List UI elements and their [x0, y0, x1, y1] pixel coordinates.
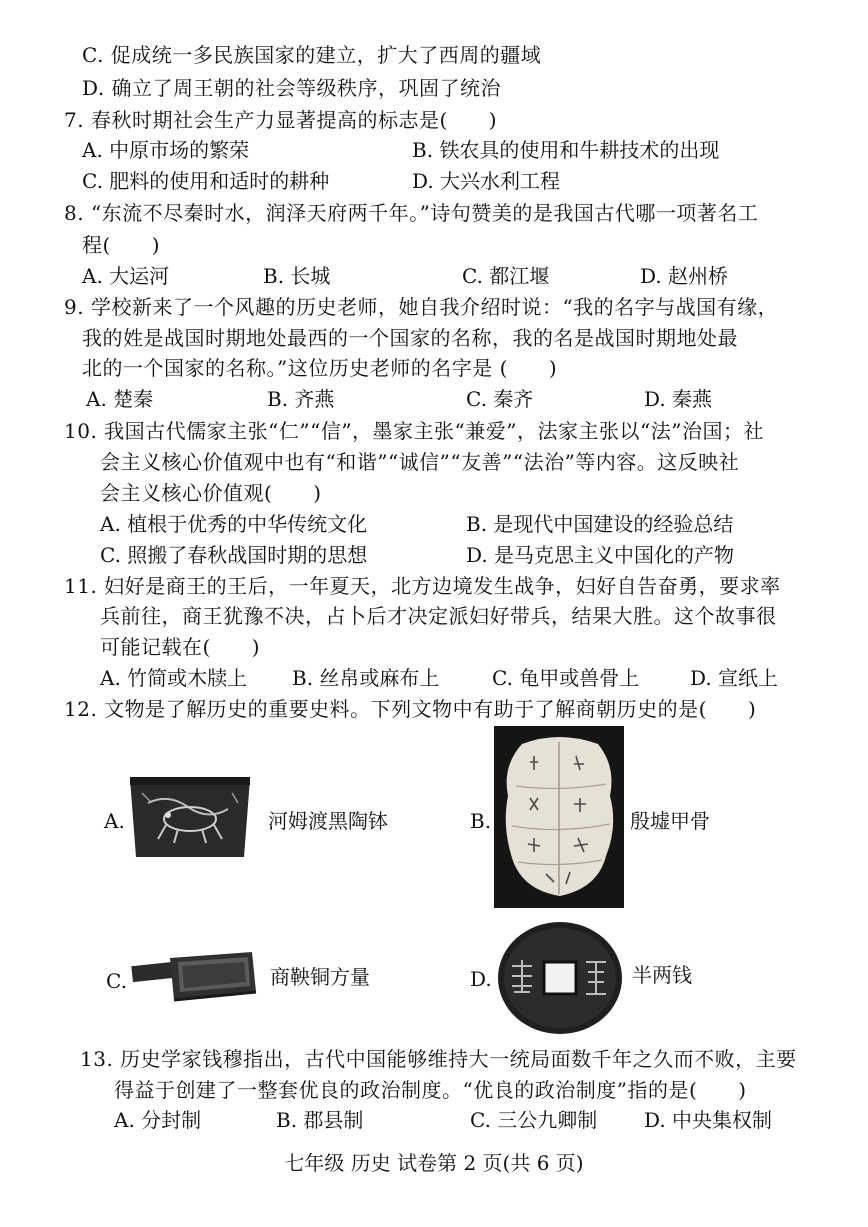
page-footer: 七年级 历史 试卷第 2 页(共 6 页) [284, 1151, 584, 1175]
q8-option-d: D. 赵州桥 [640, 264, 729, 288]
q11-stem-line2: 兵前往，商王犹豫不决，占卜后才决定派妇好带兵，结果大胜。这个故事很 [100, 604, 777, 628]
q7-option-c: C. 肥料的使用和适时的耕种 [82, 169, 330, 193]
q7-option-b: B. 铁农具的使用和牛耕技术的出现 [412, 138, 720, 162]
q12-image-c-letter: C. [106, 969, 127, 993]
q13-option-b: B. 郡县制 [276, 1108, 364, 1132]
q13-option-c: C. 三公九卿制 [470, 1108, 598, 1132]
q8-stem-line2: 程( ) [82, 233, 161, 257]
q13-stem-line2: 得益于创建了一整套优良的政治制度。“优良的政治制度”指的是( ) [114, 1078, 747, 1102]
q7-option-d: D. 大兴水利工程 [412, 169, 561, 193]
q7-stem: 7. 春秋时期社会生产力显著提高的标志是( ) [64, 108, 498, 132]
q8-stem-line1: 8. “东流不尽秦时水，润泽天府两千年。”诗句赞美的是我国古代哪一项著名工 [64, 201, 759, 225]
q12-image-b-label: 殷墟甲骨 [630, 809, 710, 833]
q13-option-d: D. 中央集权制 [644, 1108, 773, 1132]
q10-option-c: C. 照搬了春秋战国时期的思想 [100, 543, 368, 567]
q7-option-a: A. 中原市场的繁荣 [82, 138, 250, 162]
q11-stem-line1: 11. 妇好是商王的王后，一年夏天，北方边境发生战争，妇好自告奋勇，要求率 [64, 574, 781, 598]
q12-image-c-label: 商鞅铜方量 [270, 965, 370, 989]
q11-option-a: A. 竹简或木牍上 [100, 666, 248, 690]
q10-option-a: A. 植根于优秀的中华传统文化 [100, 512, 368, 536]
q8-option-a: A. 大运河 [82, 264, 170, 288]
q9-stem-line3: 北的一个国家的名称。”这位历史老师的名字是 ( ) [82, 356, 558, 380]
q12-image-d-letter: D. [470, 967, 492, 991]
q8-option-b: B. 长城 [263, 264, 331, 288]
q11-option-c: C. 龟甲或兽骨上 [492, 666, 640, 690]
q13-option-a: A. 分封制 [114, 1108, 202, 1132]
bronze-square-measure-image [130, 940, 258, 1006]
q10-stem-line1: 10. 我国古代儒家主张“仁”“信”，墨家主张“兼爱”，法家主张以“法”治国；社 [64, 419, 764, 443]
q12-image-a-label: 河姆渡黑陶钵 [268, 809, 388, 833]
q9-option-d: D. 秦燕 [644, 387, 713, 411]
q9-option-b: B. 齐燕 [267, 387, 335, 411]
banliang-coin-image [496, 920, 624, 1036]
q8-option-c: C. 都江堰 [462, 264, 550, 288]
q12-stem: 12. 文物是了解历史的重要史料。下列文物中有助于了解商朝历史的是( ) [64, 697, 757, 721]
q13-stem-line1: 13. 历史学家钱穆指出，古代中国能够维持大一统局面数千年之久而不败，主要 [80, 1047, 797, 1071]
q10-option-d: D. 是马克思主义中国化的产物 [466, 543, 735, 567]
prev-option-d: D. 确立了周王朝的社会等级秩序，巩固了统治 [82, 76, 502, 100]
q12-image-d-label: 半两钱 [632, 963, 692, 987]
black-pottery-bowl-image [128, 773, 252, 863]
q11-option-d: D. 宣纸上 [690, 666, 779, 690]
q11-stem-line3: 可能记载在( ) [100, 635, 261, 659]
q11-option-b: B. 丝帛或麻布上 [292, 666, 440, 690]
q10-stem-line3: 会主义核心价值观( ) [100, 481, 322, 505]
q12-image-a-letter: A. [104, 809, 125, 833]
oracle-bone-image [494, 726, 624, 908]
q10-option-b: B. 是现代中国建设的经验总结 [466, 512, 734, 536]
q10-stem-line2: 会主义核心价值观中也有“和谐”“诚信”“友善”“法治”等内容。这反映社 [100, 450, 740, 474]
q9-stem-line1: 9. 学校新来了一个风趣的历史老师，她自我介绍时说：“我的名字与战国有缘， [64, 295, 779, 319]
q9-stem-line2: 我的姓是战国时期地处最西的一个国家的名称，我的名是战国时期地处最 [82, 326, 738, 350]
q9-option-c: C. 秦齐 [466, 387, 534, 411]
q9-option-a: A. 楚秦 [86, 387, 154, 411]
q12-image-b-letter: B. [470, 809, 492, 833]
prev-option-c: C. 促成统一多民族国家的建立，扩大了西周的疆域 [82, 43, 542, 67]
